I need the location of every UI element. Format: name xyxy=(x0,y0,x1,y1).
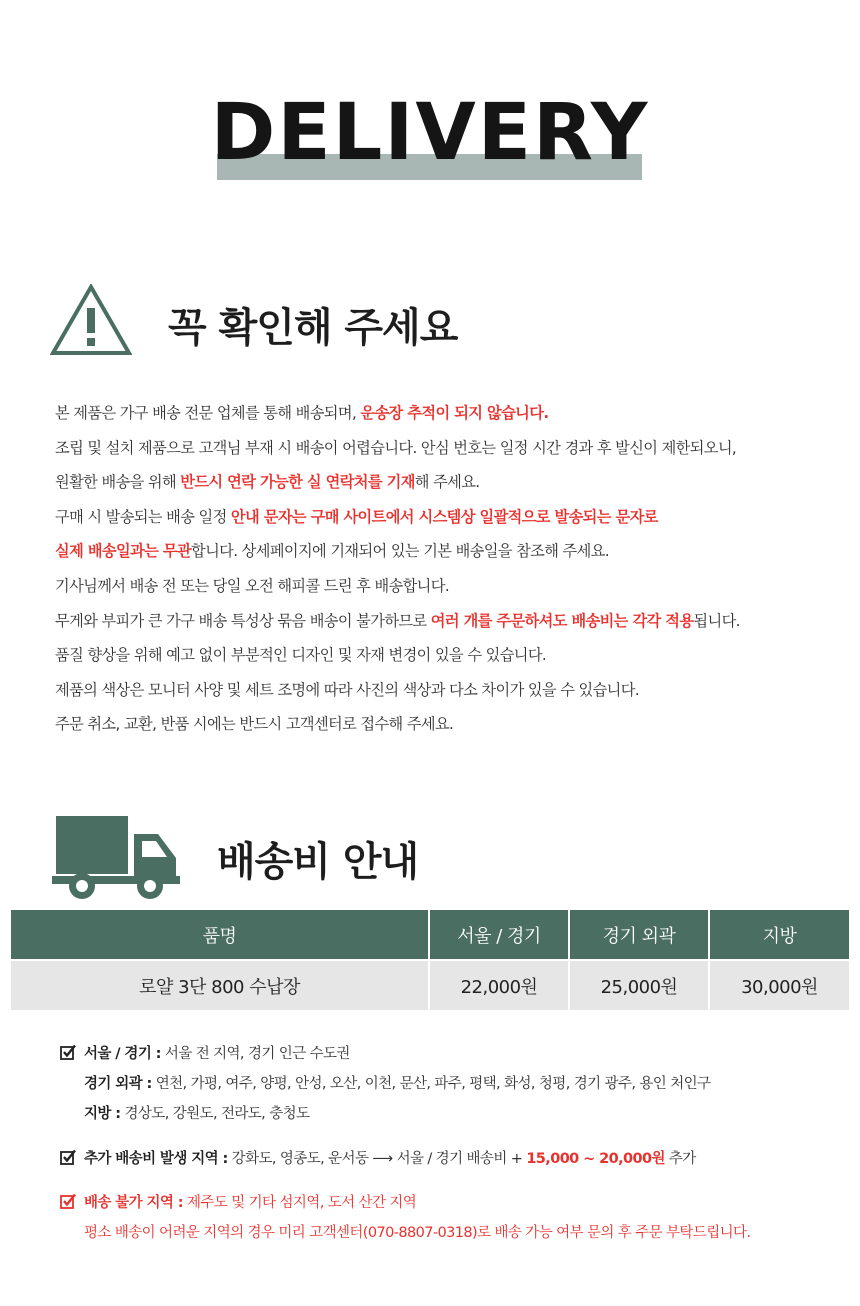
notice-line: 본 제품은 가구 배송 전문 업체를 통해 배송되며, 운송장 추적이 되지 않습니다. xyxy=(55,404,549,422)
header-gyeonggi-outer: 경기 외곽 xyxy=(569,910,709,960)
extra-fee-info xyxy=(60,1144,696,1174)
unavailable-row: 배송 불가 지역 : 제주도 및 기타 섬지역, 도서 산간 지역 xyxy=(60,1188,750,1218)
shipping-fee-table xyxy=(11,910,849,1010)
notice-line: 구매 시 발송되는 배송 일정 안내 문자는 구매 사이트에서 시스템상 일괄적으로 발송되는 문자로 xyxy=(55,507,658,526)
hero-section xyxy=(0,88,860,188)
truck-icon xyxy=(52,814,180,900)
fee-title: 배송비 안내 xyxy=(217,839,419,885)
header-local: 지방 xyxy=(709,910,849,960)
seoul-fee-cell: 22,000원 xyxy=(429,960,569,1010)
outer-fee-cell: 25,000원 xyxy=(569,960,709,1010)
region-info-group xyxy=(60,1039,710,1129)
notice-line: 실제 배송일과는 무관합니다. 상세페이지에 기재되어 있는 기본 배송일을 참조해 주세요. xyxy=(55,542,609,561)
notice-title: 꼭 확인해 주세요 xyxy=(168,305,458,351)
header-seoul-gyeonggi: 서울 / 경기 xyxy=(429,910,569,960)
notice-line: 제품의 색상은 모니터 사양 및 세트 조명에 따라 사진의 색상과 다소 차이가 있을 수 있습니다. xyxy=(55,680,640,699)
unavailable-note: 평소 배송이 어려운 지역의 경우 미리 고객센터(070-8807-0318)로 배송 가능 여부 문의 후 주문 부탁드립니다. xyxy=(84,1225,751,1241)
notice-list xyxy=(55,396,845,742)
product-name-cell: 로얄 3단 800 수납장 xyxy=(11,960,429,1010)
checkbox-checked-icon xyxy=(60,1149,76,1165)
page-title: DELIVERY xyxy=(210,88,650,178)
checkbox-checked-icon xyxy=(60,1193,76,1209)
notice-line: 원활한 배송을 위해 반드시 연락 가능한 실 연락처를 기재해 주세요. xyxy=(55,473,480,492)
notice-line: 조립 및 설치 제품으로 고객님 부재 시 배송이 어렵습니다. 안심 번호는 일정 시간 경과 후 발신이 제한되오니, xyxy=(55,438,737,457)
warning-triangle-icon xyxy=(50,284,132,356)
unavailable-region-info xyxy=(60,1188,750,1248)
table-row xyxy=(11,960,849,1010)
notice-line: 주문 취소, 교환, 반품 시에는 반드시 고객센터로 접수해 주세요. xyxy=(55,715,454,734)
notice-line: 기사님께서 배송 전 또는 당일 오전 해피콜 드린 후 배송합니다. xyxy=(55,576,450,595)
local-fee-cell: 30,000원 xyxy=(709,960,849,1010)
region-seoul: 서울 / 경기 : 서울 전 지역, 경기 인근 수도권 xyxy=(60,1039,710,1069)
header-product: 품명 xyxy=(11,910,429,960)
notice-line: 무게와 부피가 큰 가구 배송 특성상 묶음 배송이 불가하므로 여러 개를 주문하셔도 배송비는 각각 적용됩니다. xyxy=(55,611,740,630)
notice-line: 품질 향상을 위해 예고 없이 부분적인 디자인 및 자재 변경이 있을 수 있습니다. xyxy=(55,646,547,665)
extra-fee-row: 추가 배송비 발생 지역 : 강화도, 영종도, 운서동 ⟶ 서울 / 경기 배송비 + 15,000 ~ 20,000원 추가 xyxy=(60,1144,696,1174)
checkbox-checked-icon xyxy=(60,1044,76,1060)
region-local: 지방 : 경상도, 강원도, 전라도, 충청도 xyxy=(84,1106,310,1122)
region-outer: 경기 외곽 : 연천, 가평, 여주, 양평, 안성, 오산, 이천, 문산, 파주, 평택, 화성, 청평, 경기 광주, 용인 처인구 xyxy=(84,1076,711,1092)
table-header-row xyxy=(11,910,849,960)
